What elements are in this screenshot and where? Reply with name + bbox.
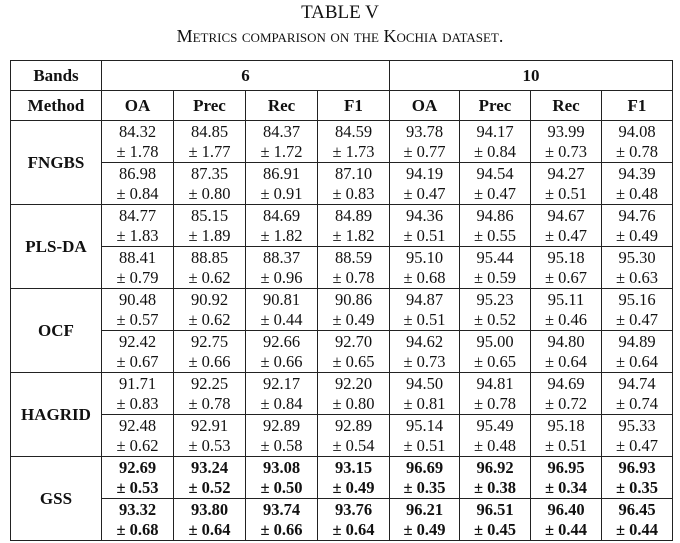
metric-mean: 84.85: [190, 122, 229, 141]
metric-mean: 95.10: [405, 248, 444, 267]
metric-mean: 96.21: [405, 500, 444, 519]
metric-mean: 95.16: [618, 290, 656, 309]
metric-mean: 93.80: [190, 500, 229, 519]
metric-cell: [531, 289, 602, 331]
metric-cell: [246, 415, 318, 457]
table-caption: Metrics comparison on the Kochia dataset.: [176, 26, 504, 46]
metric-std: ± 0.44: [260, 309, 303, 329]
metric-cell: [102, 247, 174, 289]
metric-std: ± 1.77: [188, 141, 231, 161]
metric-mean: 94.54: [476, 164, 514, 183]
metric-mean: 95.11: [547, 290, 585, 309]
metric-header-row: [11, 91, 673, 121]
metric-std: ± 0.49: [332, 309, 375, 329]
metric-mean: 96.45: [618, 500, 656, 519]
metric-cell: [602, 289, 673, 331]
metric-std: ± 0.79: [116, 267, 159, 287]
metric-std: ± 0.49: [403, 519, 446, 539]
metric-cell: [460, 373, 531, 415]
metric-mean: 94.08: [618, 122, 656, 141]
metric-cell: [102, 331, 174, 373]
metric-std: ± 0.81: [403, 393, 446, 413]
metric-std: ± 0.35: [403, 477, 446, 497]
metric-mean: 88.41: [118, 248, 157, 267]
metric-cell: [246, 163, 318, 205]
metric-cell: [318, 247, 390, 289]
metric-cell: [390, 331, 460, 373]
metric-cell: [246, 289, 318, 331]
metric-cell: [602, 415, 673, 457]
metric-cell: [390, 457, 460, 499]
table-row: [11, 289, 673, 331]
metric-std: ± 0.66: [260, 519, 303, 539]
metric-cell: [246, 499, 318, 541]
metric-mean: 86.91: [262, 164, 301, 183]
metric-cell: [174, 331, 246, 373]
band-header-row: [11, 61, 673, 91]
metric-std: ± 0.65: [332, 351, 375, 371]
metric-cell: [390, 205, 460, 247]
metric-std: ± 0.50: [260, 477, 303, 497]
metric-cell: [390, 163, 460, 205]
metric-mean: 95.30: [618, 248, 656, 267]
metric-mean: 85.15: [190, 206, 229, 225]
table-row: [11, 247, 673, 289]
metric-header: Rec: [531, 91, 602, 121]
metric-mean: 92.75: [190, 332, 229, 351]
metric-std: ± 0.67: [544, 267, 588, 287]
metric-mean: 95.44: [476, 248, 514, 267]
metric-std: ± 0.45: [473, 519, 517, 539]
metric-std: ± 0.35: [615, 477, 659, 497]
metric-mean: 94.19: [405, 164, 444, 183]
method-name: OCF: [11, 289, 102, 373]
metric-mean: 95.49: [476, 416, 514, 435]
metric-cell: [390, 415, 460, 457]
metric-std: ± 0.65: [473, 351, 517, 371]
metric-header: Rec: [246, 91, 318, 121]
metric-mean: 94.17: [476, 122, 514, 141]
metrics-table: [10, 60, 673, 541]
metric-std: ± 0.44: [615, 519, 659, 539]
metric-cell: [102, 373, 174, 415]
metric-mean: 87.10: [334, 164, 373, 183]
table-row: [11, 373, 673, 415]
metric-mean: 94.86: [476, 206, 514, 225]
metric-mean: 84.89: [334, 206, 373, 225]
metric-cell: [390, 121, 460, 163]
metric-mean: 90.48: [118, 290, 157, 309]
metric-mean: 92.66: [262, 332, 301, 351]
metric-std: ± 0.51: [403, 309, 446, 329]
metric-mean: 93.15: [334, 458, 373, 477]
metric-std: ± 0.64: [332, 519, 375, 539]
metric-std: ± 0.63: [615, 267, 659, 287]
metric-cell: [174, 163, 246, 205]
metric-mean: 95.18: [547, 416, 585, 435]
metric-std: ± 0.53: [116, 477, 159, 497]
metric-mean: 95.33: [618, 416, 656, 435]
metric-std: ± 0.80: [188, 183, 231, 203]
metric-std: ± 0.77: [403, 141, 446, 161]
metric-cell: [390, 247, 460, 289]
method-name: HAGRID: [11, 373, 102, 457]
metric-cell: [318, 289, 390, 331]
metric-std: ± 0.34: [544, 477, 588, 497]
table-label: TABLE V: [301, 2, 379, 23]
metric-cell: [602, 121, 673, 163]
metric-mean: 92.48: [118, 416, 157, 435]
metric-cell: [318, 373, 390, 415]
metric-std: ± 0.58: [260, 435, 303, 455]
band-group-6: 6: [102, 61, 390, 91]
metric-mean: 84.69: [262, 206, 301, 225]
metric-mean: 94.89: [618, 332, 656, 351]
metric-std: ± 0.62: [188, 267, 231, 287]
metric-mean: 96.93: [618, 458, 656, 477]
metric-cell: [318, 163, 390, 205]
metric-std: ± 0.78: [615, 141, 659, 161]
metric-std: ± 0.62: [188, 309, 231, 329]
metric-cell: [174, 121, 246, 163]
table-row: [11, 205, 673, 247]
metric-cell: [460, 415, 531, 457]
metric-cell: [602, 499, 673, 541]
metric-cell: [174, 415, 246, 457]
metric-mean: 94.62: [405, 332, 444, 351]
metric-mean: 94.50: [405, 374, 444, 393]
metric-mean: 93.99: [547, 122, 585, 141]
metric-mean: 93.74: [262, 500, 301, 519]
metric-cell: [602, 457, 673, 499]
metric-cell: [102, 499, 174, 541]
metric-cell: [174, 247, 246, 289]
metric-mean: 95.18: [547, 248, 585, 267]
metric-std: ± 0.66: [188, 351, 231, 371]
metric-mean: 92.69: [118, 458, 157, 477]
table-row: [11, 457, 673, 499]
metric-cell: [460, 499, 531, 541]
metric-header: OA: [390, 91, 460, 121]
metric-mean: 84.32: [118, 122, 157, 141]
metric-header: Prec: [174, 91, 246, 121]
metric-std: ± 0.49: [615, 225, 659, 245]
metric-mean: 95.23: [476, 290, 514, 309]
metric-cell: [390, 499, 460, 541]
metric-std: ± 0.49: [332, 477, 375, 497]
table-row: [11, 163, 673, 205]
metric-std: ± 0.47: [473, 183, 517, 203]
metric-std: ± 0.57: [116, 309, 159, 329]
metric-cell: [531, 457, 602, 499]
metric-cell: [174, 373, 246, 415]
metric-std: ± 0.83: [116, 393, 159, 413]
metric-cell: [531, 247, 602, 289]
metric-cell: [390, 373, 460, 415]
metric-cell: [531, 163, 602, 205]
metric-mean: 94.81: [476, 374, 514, 393]
metric-std: ± 0.47: [403, 183, 446, 203]
metric-cell: [531, 415, 602, 457]
metric-cell: [102, 163, 174, 205]
metric-std: ± 0.64: [188, 519, 231, 539]
metric-header: OA: [102, 91, 174, 121]
metric-cell: [174, 457, 246, 499]
metric-mean: 94.76: [618, 206, 656, 225]
method-name: GSS: [11, 457, 102, 541]
metric-cell: [531, 499, 602, 541]
metric-std: ± 0.51: [403, 435, 446, 455]
metric-std: ± 0.64: [544, 351, 588, 371]
metric-cell: [531, 121, 602, 163]
metric-mean: 84.77: [118, 206, 157, 225]
method-name: PLS-DA: [11, 205, 102, 289]
metric-mean: 94.67: [547, 206, 585, 225]
metric-mean: 88.59: [334, 248, 373, 267]
metric-std: ± 0.78: [473, 393, 517, 413]
metric-cell: [102, 121, 174, 163]
metric-std: ± 0.38: [473, 477, 517, 497]
metric-mean: 86.98: [118, 164, 157, 183]
metric-mean: 93.78: [405, 122, 444, 141]
metric-std: ± 1.89: [188, 225, 231, 245]
metric-std: ± 0.44: [544, 519, 588, 539]
method-name: FNGBS: [11, 121, 102, 205]
metric-header: F1: [318, 91, 390, 121]
metric-mean: 92.89: [334, 416, 373, 435]
metric-mean: 87.35: [190, 164, 229, 183]
metric-mean: 84.59: [334, 122, 373, 141]
metric-std: ± 1.73: [332, 141, 375, 161]
metric-cell: [102, 457, 174, 499]
bands-label: Bands: [11, 61, 102, 91]
metric-cell: [318, 121, 390, 163]
metric-mean: 93.24: [190, 458, 229, 477]
metric-mean: 90.86: [334, 290, 373, 309]
metric-std: ± 0.84: [116, 183, 159, 203]
metric-std: ± 0.66: [260, 351, 303, 371]
metric-mean: 92.89: [262, 416, 301, 435]
metric-std: ± 0.83: [332, 183, 375, 203]
metric-mean: 93.76: [334, 500, 373, 519]
metric-mean: 96.51: [476, 500, 514, 519]
metric-cell: [174, 289, 246, 331]
metric-cell: [102, 415, 174, 457]
metric-std: ± 1.82: [260, 225, 303, 245]
metric-std: ± 0.64: [615, 351, 659, 371]
metric-mean: 93.08: [262, 458, 301, 477]
metric-cell: [602, 247, 673, 289]
metric-std: ± 0.68: [116, 519, 159, 539]
metric-std: ± 0.73: [403, 351, 446, 371]
metric-mean: 95.14: [405, 416, 444, 435]
metric-cell: [602, 163, 673, 205]
metric-mean: 91.71: [118, 374, 157, 393]
metric-std: ± 0.51: [544, 183, 588, 203]
metric-std: ± 1.82: [332, 225, 375, 245]
metric-cell: [602, 373, 673, 415]
metric-std: ± 0.73: [544, 141, 588, 161]
metric-cell: [246, 331, 318, 373]
metric-mean: 90.81: [262, 290, 301, 309]
metric-mean: 96.95: [547, 458, 585, 477]
metric-cell: [174, 499, 246, 541]
metric-cell: [246, 247, 318, 289]
metric-std: ± 0.54: [332, 435, 375, 455]
metric-std: ± 0.96: [260, 267, 303, 287]
metric-std: ± 0.47: [544, 225, 588, 245]
metric-std: ± 0.78: [332, 267, 375, 287]
metric-cell: [531, 205, 602, 247]
metric-std: ± 0.53: [188, 435, 231, 455]
metric-std: ± 0.78: [188, 393, 231, 413]
metric-cell: [460, 163, 531, 205]
metric-mean: 88.85: [190, 248, 229, 267]
table-row: [11, 331, 673, 373]
metric-mean: 96.40: [547, 500, 585, 519]
metric-header: F1: [602, 91, 673, 121]
metric-cell: [390, 289, 460, 331]
metric-mean: 84.37: [262, 122, 301, 141]
metric-mean: 92.91: [190, 416, 229, 435]
metric-cell: [246, 121, 318, 163]
metric-std: ± 0.52: [188, 477, 231, 497]
metric-std: ± 0.47: [615, 309, 659, 329]
metric-std: ± 0.84: [260, 393, 303, 413]
metric-cell: [460, 121, 531, 163]
metric-std: ± 0.84: [473, 141, 517, 161]
metric-cell: [602, 205, 673, 247]
metric-mean: 94.39: [618, 164, 656, 183]
metric-std: ± 0.48: [473, 435, 517, 455]
metric-std: ± 0.80: [332, 393, 375, 413]
metric-mean: 92.42: [118, 332, 157, 351]
method-label: Method: [11, 91, 102, 121]
metric-mean: 92.20: [334, 374, 373, 393]
metric-cell: [602, 331, 673, 373]
metric-mean: 94.69: [547, 374, 585, 393]
metric-cell: [531, 331, 602, 373]
metric-cell: [531, 373, 602, 415]
metric-std: ± 0.52: [473, 309, 517, 329]
metric-mean: 94.74: [618, 374, 656, 393]
metric-mean: 96.92: [476, 458, 514, 477]
metric-cell: [102, 205, 174, 247]
metric-cell: [246, 373, 318, 415]
metric-mean: 92.70: [334, 332, 373, 351]
metric-cell: [318, 499, 390, 541]
metric-mean: 94.87: [405, 290, 444, 309]
metric-std: ± 0.51: [403, 225, 446, 245]
metric-cell: [460, 331, 531, 373]
metric-std: ± 1.83: [116, 225, 159, 245]
table-row: [11, 415, 673, 457]
metric-std: ± 0.46: [544, 309, 588, 329]
metric-std: ± 0.47: [615, 435, 659, 455]
metric-cell: [318, 457, 390, 499]
table-row: [11, 499, 673, 541]
metric-mean: 92.17: [262, 374, 301, 393]
metric-cell: [246, 205, 318, 247]
metric-std: ± 1.72: [260, 141, 303, 161]
metric-cell: [460, 247, 531, 289]
metric-cell: [460, 289, 531, 331]
metric-std: ± 0.55: [473, 225, 517, 245]
metric-cell: [318, 415, 390, 457]
metric-std: ± 0.62: [116, 435, 159, 455]
metric-mean: 92.25: [190, 374, 229, 393]
metric-mean: 94.36: [405, 206, 444, 225]
metric-std: ± 0.68: [403, 267, 446, 287]
metric-mean: 93.32: [118, 500, 157, 519]
metric-cell: [460, 205, 531, 247]
metric-cell: [460, 457, 531, 499]
metric-std: ± 0.91: [260, 183, 303, 203]
metric-cell: [318, 331, 390, 373]
metric-mean: 88.37: [262, 248, 301, 267]
metric-mean: 90.92: [190, 290, 229, 309]
metric-cell: [102, 289, 174, 331]
metric-std: ± 0.59: [473, 267, 517, 287]
metric-mean: 95.00: [476, 332, 514, 351]
metric-std: ± 0.67: [116, 351, 159, 371]
metric-mean: 96.69: [405, 458, 444, 477]
metric-cell: [318, 205, 390, 247]
metric-cell: [174, 205, 246, 247]
table-body: [11, 121, 673, 541]
metric-std: ± 0.48: [615, 183, 659, 203]
metric-std: ± 0.74: [615, 393, 659, 413]
metric-mean: 94.80: [547, 332, 585, 351]
table-row: [11, 121, 673, 163]
band-group-10: 10: [390, 61, 673, 91]
metric-cell: [246, 457, 318, 499]
metric-std: ± 0.51: [544, 435, 588, 455]
metric-std: ± 1.78: [116, 141, 159, 161]
metric-std: ± 0.72: [544, 393, 588, 413]
metric-mean: 94.27: [547, 164, 585, 183]
metric-header: Prec: [460, 91, 531, 121]
